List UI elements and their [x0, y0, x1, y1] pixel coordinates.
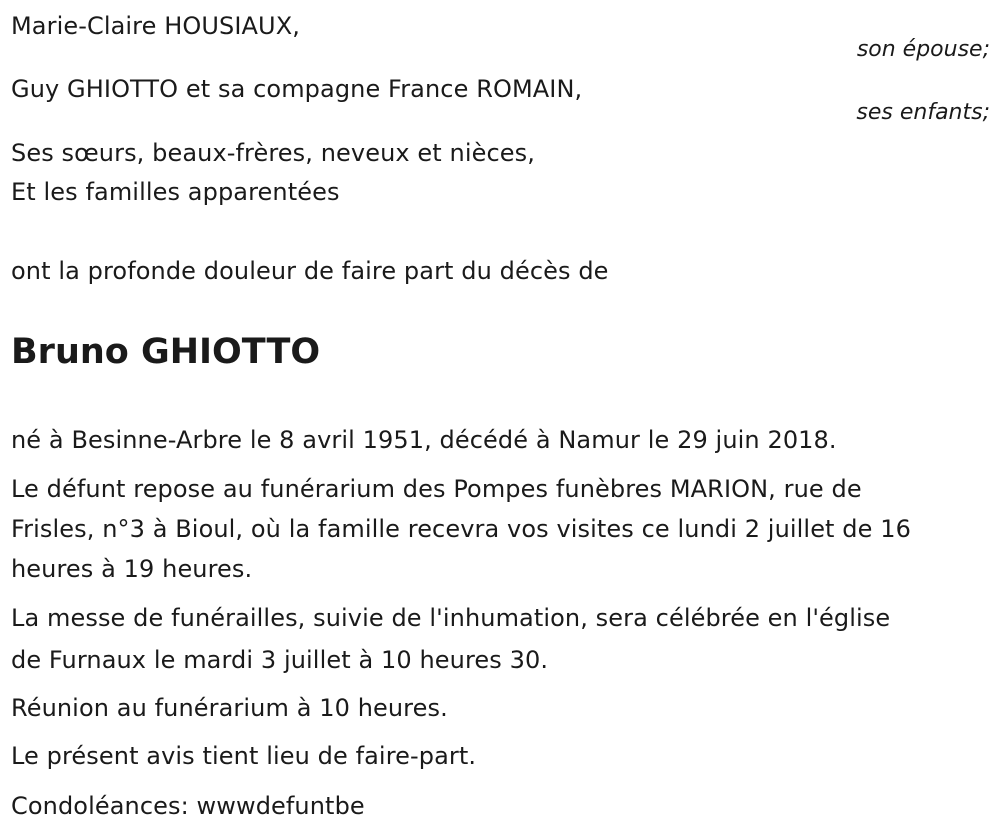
notice-line: Le présent avis tient lieu de faire-part.	[11, 742, 477, 770]
repose-line-3: heures à 19 heures.	[11, 555, 253, 583]
children-names: Guy GHIOTTO et sa compagne France ROMAIN,	[11, 75, 583, 103]
deceased-name: Bruno GHIOTTO	[11, 332, 321, 372]
wife-name: Marie-Claire HOUSIAUX,	[11, 12, 300, 40]
birth-death-line: né à Besinne-Arbre le 8 avril 1951, décédé à Namur le 29 juin 2018.	[11, 426, 837, 454]
condolences-line: Condoléances: wwwdefuntbe	[11, 792, 365, 820]
siblings-line: Ses sœurs, beaux-frères, neveux et nièces,	[11, 139, 535, 167]
announcement-line: ont la profonde douleur de faire part du décès de	[11, 257, 609, 285]
families-line: Et les familles apparentées	[11, 178, 340, 206]
mass-line-1: La messe de funérailles, suivie de l'inhumation, sera célébrée en l'église	[11, 604, 891, 632]
mass-line-2: de Furnaux le mardi 3 juillet à 10 heures 30.	[11, 646, 549, 674]
repose-line-2: Frisles, n°3 à Bioul, où la famille recevra vos visites ce lundi 2 juillet de 16	[11, 515, 911, 543]
wife-role: son épouse;	[856, 37, 990, 62]
meeting-line: Réunion au funérarium à 10 heures.	[11, 694, 448, 722]
children-role: ses enfants;	[856, 100, 990, 125]
repose-line-1: Le défunt repose au funérarium des Pompes funèbres MARION, rue de	[11, 475, 862, 503]
